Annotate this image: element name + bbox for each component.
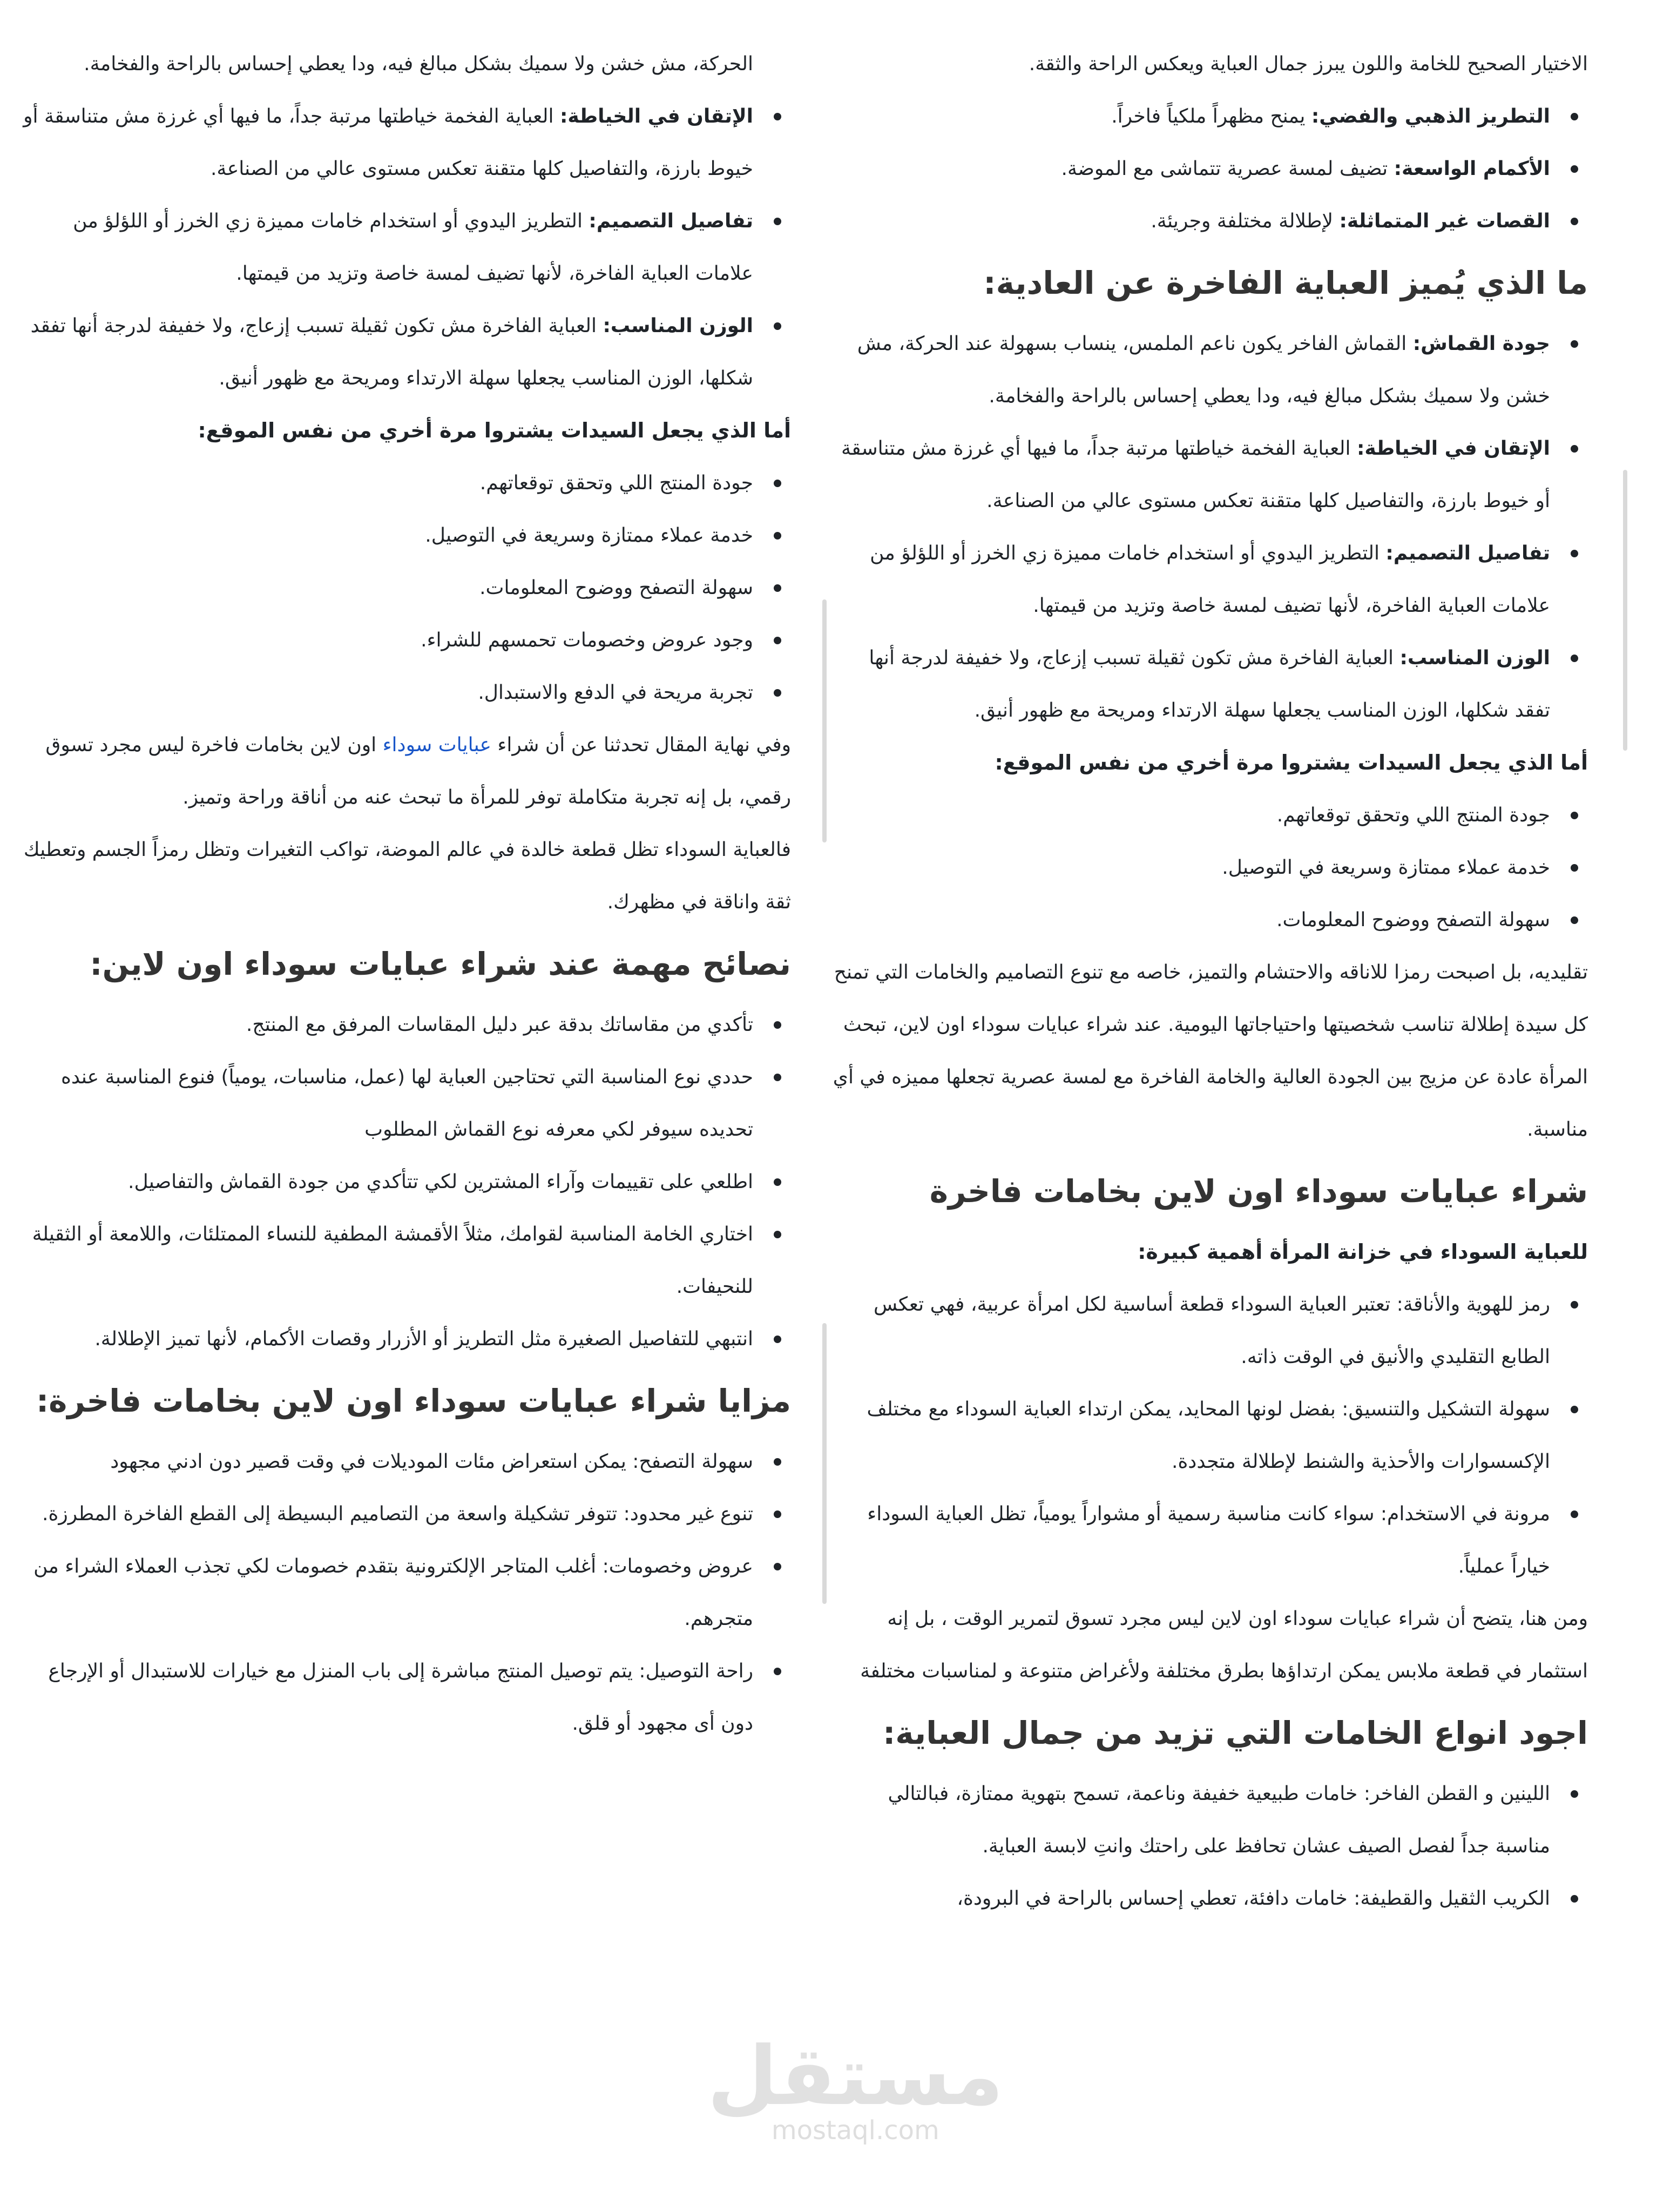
list-item xyxy=(832,143,1588,195)
list-item xyxy=(832,632,1588,737)
bullet-text: العباية الفاخرة مش تكون ثقيلة تسبب إزعاج، ولا خفيفة لدرجة أنها تفقد شكلها، الوزن المناسب يجعلها سهلة الارتداء ومريحة مع ظهور أنيق. xyxy=(30,315,753,389)
section-heading: نصائح مهمة عند شراء عبايات سوداء اون لاين: xyxy=(90,946,791,982)
list-item xyxy=(832,90,1588,143)
list-item xyxy=(832,527,1588,632)
list-item: اختاري الخامة المناسبة لقوامك، مثلاً الأقمشة المطفية للنساء الممتلئات، واللامعة أو الثقيلة للنحيفات. xyxy=(13,1208,791,1313)
list-item: انتبهي للتفاصيل الصغيرة مثل التطريز أو الأزرار وقصات الأكمام، لأنها تميز الإطلالة. xyxy=(13,1313,791,1365)
list-item: جودة المنتج اللي وتحقق توقعاتهم. xyxy=(832,789,1588,841)
reasons-list xyxy=(832,789,1588,946)
list-item: اللينين و القطن الفاخر: خامات طبيعية خفيفة وناعمة، تسمح بتهوية ممتازة، فبالتالي مناسبة جداً لفصل الصيف عشان تحافظ على راحتك وانتِ لابسة العباية. xyxy=(832,1768,1588,1872)
features-list xyxy=(832,318,1588,737)
fabrics-list xyxy=(832,1768,1588,1925)
list-item: رمز للهوية والأناقة: تعتبر العباية السوداء قطعة أساسية لكل امرأة عربية، فهي تعكس الطابع التقليدي والأنيق في الوقت ذاته. xyxy=(832,1278,1588,1383)
bullet-title: تفاصيل التصميم: xyxy=(1385,542,1550,564)
list-item: راحة التوصيل: يتم توصيل المنتج مباشرة إلى باب المنزل مع خيارات للاستبدال أو الإرجاع دون أى مجهود أو قلق. xyxy=(13,1645,791,1750)
watermark-domain: mostaql.com xyxy=(771,2115,939,2146)
list-item xyxy=(13,300,791,404)
importance-list xyxy=(832,1278,1588,1593)
watermark-logo: مستقل xyxy=(707,2029,1004,2123)
list-item: خدمة عملاء ممتازة وسريعة في التوصيل. xyxy=(832,841,1588,894)
bullet-title: الوزن المناسب: xyxy=(1399,647,1550,669)
list-item: سهولة التصفح ووضوح المعلومات. xyxy=(13,562,791,614)
bullet-title: التطريز الذهبي والفضي: xyxy=(1311,105,1550,127)
paragraph: الحركة، مش خشن ولا سميك بشكل مبالغ فيه، ودا يعطي إحساس بالراحة والفخامة. xyxy=(84,53,753,75)
bullet-text: القماش الفاخر يكون ناعم الملمس، ينساب بسهولة عند الحركة، مش خشن ولا سميك بشكل مبالغ فيه، ودا يعطي إحساس بالراحة والفخامة. xyxy=(857,333,1550,407)
bullet-text: العباية الفاخرة مش تكون ثقيلة تسبب إزعاج، ولا خفيفة لدرجة أنها تفقد شكلها، الوزن المناسب يجعلها سهلة الارتداء ومريحة مع ظهور أنيق. xyxy=(869,647,1550,721)
list-item: سهولة التشكيل والتنسيق: بفضل لونها المحايد، يمكن ارتداء العباية السوداء مع مختلف الإكسسوارات والأحذية والشنط لإطلالة متجددة. xyxy=(832,1383,1588,1488)
intro-bullets xyxy=(832,90,1588,247)
list-item: حددي نوع المناسبة التي تحتاجين العباية لها (عمل، مناسبات، يومياً) فنوع المناسبة عنده تحديده سيوفر لكي معرفه نوع القماش المطلوب xyxy=(13,1051,791,1156)
bullet-title: الوزن المناسب: xyxy=(603,315,753,337)
sub-heading: للعباية السوداء في خزانة المرأة أهمية كبيرة: xyxy=(1138,1240,1588,1264)
list-item: سهولة التصفح: يمكن استعراض مئات الموديلات في وقت قصير دون ادني مجهود xyxy=(13,1435,791,1488)
right-column xyxy=(833,0,1677,1925)
list-item: خدمة عملاء ممتازة وسريعة في التوصيل. xyxy=(13,509,791,562)
paragraph: فالعباية السوداء تظل قطعة خالدة في عالم الموضة، تواكب التغيرات وتظل رمزاً الجسم وتعطيك ثقة واناقة في مظهرك. xyxy=(23,839,791,913)
list-item: الكريب الثقيل والقطيفة: خامات دافئة، تعطي إحساس بالراحة في البرودة، xyxy=(832,1872,1588,1925)
list-item xyxy=(13,90,791,195)
bullet-title: الإتقان في الخياطة: xyxy=(1356,437,1550,460)
section-heading: ما الذي يُميز العباية الفاخرة عن العادية: xyxy=(983,265,1588,301)
scrollbar-right[interactable] xyxy=(1623,470,1627,751)
list-item xyxy=(832,422,1588,527)
watermark xyxy=(707,2029,1004,2146)
list-item: اطلعي على تقييمات وآراء المشترين لكي تتأكدي من جودة القماش والتفاصيل. xyxy=(13,1156,791,1208)
sub-heading: أما الذي يجعل السيدات يشتروا مرة أخري من نفس الموقع: xyxy=(995,751,1588,774)
list-item: وجود عروض وخصومات تحمسهم للشراء. xyxy=(13,614,791,666)
conclusion-paragraph xyxy=(13,719,791,824)
scrollbar-left-2[interactable] xyxy=(822,1323,827,1604)
paragraph: تقليديه، بل اصبحت رمزا للاناقه والاحتشام والتميز، خاصه مع تنوع التصاميم والخامات التي تمنح كل سيدة إطلالة تناسب شخصيتها واحتياجاتها اليومية. عند شراء عبايات سوداء اون لاين، تبحث المرأة عادة عن مزيج بين الجودة العالية والخامة الفاخرة مع لمسة عصرية تجعلها مميزه في أي مناسبة. xyxy=(833,961,1588,1141)
conclusion-text: اون لاين بخامات فاخرة ليس مجرد تسوق رقمي، بل إنه تجربة متكاملة توفر للمرأة ما تبحث عنه من أناقة وراحة وتميز. xyxy=(45,734,791,808)
bullet-text: تضيف لمسة عصرية تتماشى مع الموضة. xyxy=(1061,158,1394,180)
list-item: مرونة في الاستخدام: سواء كانت مناسبة رسمية أو مشواراً يومياً، تظل العباية السوداء خياراً عملياً. xyxy=(832,1488,1588,1593)
bullet-title: الأكمام الواسعة: xyxy=(1394,158,1550,180)
bullet-title: تفاصيل التصميم: xyxy=(589,210,753,232)
list-item xyxy=(13,195,791,300)
sub-heading: أما الذي يجعل السيدات يشتروا مرة أخري من نفس الموقع: xyxy=(198,419,791,442)
bullet-title: جودة القماش: xyxy=(1412,333,1550,355)
bullet-text: لإطلالة مختلفة وجريئة. xyxy=(1151,210,1340,232)
bullet-text: العباية الفخمة خياطتها مرتبة جداً، ما فيها أي غرزة مش متناسقة أو خيوط بارزة، والتفاصيل كلها متقنة تعكس مستوى عالي من الصناعة. xyxy=(841,437,1550,512)
bullet-text: العباية الفخمة خياطتها مرتبة جداً، ما فيها أي غرزة مش متناسقة أو خيوط بارزة، والتفاصيل كلها متقنة تعكس مستوى عالي من الصناعة. xyxy=(23,105,753,180)
features-list xyxy=(13,90,791,404)
list-item xyxy=(832,195,1588,247)
left-column xyxy=(0,0,838,1750)
bullet-text: يمنح مظهراً ملكياً فاخراً. xyxy=(1111,105,1311,127)
list-item: تجربة مريحة في الدفع والاستبدال. xyxy=(13,666,791,719)
list-item: سهولة التصفح ووضوح المعلومات. xyxy=(832,894,1588,946)
advantages-list xyxy=(13,1435,791,1750)
section-heading: اجود انواع الخامات التي تزيد من جمال العباية: xyxy=(883,1715,1588,1751)
abayas-link[interactable]: عبايات سوداء xyxy=(382,734,491,756)
list-item: تنوع غير محدود: تتوفر تشكيلة واسعة من التصاميم البسيطة إلى القطع الفاخرة المطرزة. xyxy=(13,1488,791,1540)
intro-text: الاختيار الصحيح للخامة واللون يبرز جمال العباية ويعكس الراحة والثقة. xyxy=(1029,53,1588,75)
list-item: جودة المنتج اللي وتحقق توقعاتهم. xyxy=(13,457,791,509)
list-item: عروض وخصومات: أغلب المتاجر الإلكترونية بتقدم خصومات لكي تجذب العملاء الشراء من متجرهم. xyxy=(13,1540,791,1645)
bullet-text: التطريز اليدوي أو استخدام خامات مميزة زي الخرز أو اللؤلؤ من علامات العباية الفاخرة، لأنها تضيف لمسة خاصة وتزيد من قيمتها. xyxy=(73,210,753,285)
list-item xyxy=(832,318,1588,422)
bullet-title: الإتقان في الخياطة: xyxy=(559,105,753,127)
conclusion-text: وفي نهاية المقال تحدثنا عن أن شراء xyxy=(491,734,791,756)
tips-list xyxy=(13,999,791,1365)
section-heading: شراء عبايات سوداء اون لاين بخامات فاخرة xyxy=(929,1173,1588,1210)
paragraph: ومن هنا، يتضح أن شراء عبايات سوداء اون لاين ليس مجرد تسوق لتمرير الوقت ، بل إنه استثمار في قطعة ملابس يمكن ارتداؤها بطرق مختلفة ولأغراض متنوعة و لمناسبات مختلفة xyxy=(860,1608,1588,1682)
scrollbar-left-1[interactable] xyxy=(822,599,827,842)
bullet-text: التطريز اليدوي أو استخدام خامات مميزة زي الخرز أو اللؤلؤ من علامات العباية الفاخرة، لأنها تضيف لمسة خاصة وتزيد من قيمتها. xyxy=(870,542,1550,617)
bullet-title: القصات غير المتماثلة: xyxy=(1339,210,1550,232)
section-heading: مزايا شراء عبايات سوداء اون لاين بخامات فاخرة: xyxy=(36,1382,791,1419)
reasons-list xyxy=(13,457,791,719)
list-item: تأكدي من مقاساتك بدقة عبر دليل المقاسات المرفق مع المنتج. xyxy=(13,999,791,1051)
